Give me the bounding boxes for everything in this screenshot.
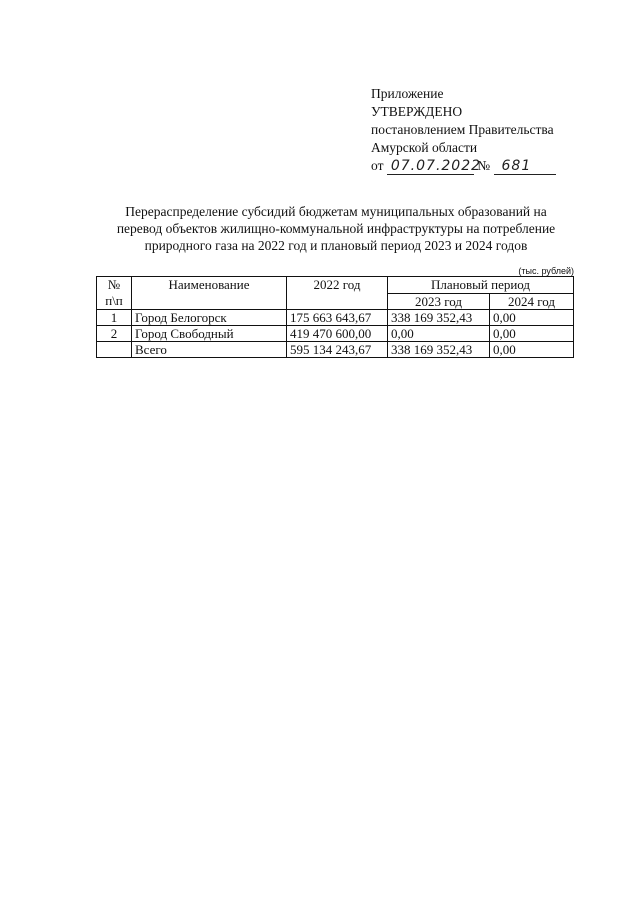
approval-number: 681 [501,158,532,174]
cell-name: Город Свободный [132,326,287,342]
table-total-row [97,342,574,358]
cell-2024: 0,00 [490,326,574,342]
approval-date: 07.07.2022 [390,158,482,174]
title-line-1: Перераспределение субсидий бюджетам муниципальных образований на [125,204,547,219]
region-label: Амурской области [371,140,478,155]
header-2023: 2023 год [388,293,490,310]
cell-2022: 175 663 643,67 [287,310,388,326]
cell-2023: 338 169 352,43 [388,310,490,326]
cell-2024: 0,00 [490,310,574,326]
approval-date-field [387,158,482,175]
title-line-3: природного газа на 2022 год и плановый период 2023 и 2024 годов [144,238,528,253]
table-header-row-1 [97,277,574,294]
resolution-label: постановлением Правительства [371,122,554,137]
subsidy-table [96,276,574,358]
header-num: № п\п [97,277,132,310]
cell-2022: 595 134 243,67 [287,342,388,358]
cell-num: 1 [97,310,132,326]
header-name: Наименование [132,277,287,310]
approval-number-field [494,158,556,175]
table-row [97,310,574,326]
header-2022: 2022 год [287,277,388,310]
cell-2023: 338 169 352,43 [388,342,490,358]
cell-name: Всего [132,342,287,358]
title-line-2: перевод объектов жилищно-коммунальной инфраструктуры на потребление [116,221,556,236]
cell-2022: 419 470 600,00 [287,326,388,342]
cell-num [97,342,132,358]
cell-2024: 0,00 [490,342,574,358]
units-label: (тыс. рублей) [518,266,574,276]
cell-2023: 0,00 [388,326,490,342]
from-label: от [371,158,384,173]
approval-block [371,85,556,175]
header-plan-period: Плановый период [388,277,574,294]
number-label: № [477,158,491,173]
date-number-line [371,157,556,175]
cell-name: Город Белогорск [132,310,287,326]
approved-label: УТВЕРЖДЕНО [371,104,463,119]
cell-num: 2 [97,326,132,342]
table-row [97,326,574,342]
document-title [96,203,576,254]
appendix-label: Приложение [371,86,444,101]
header-2024: 2024 год [490,293,574,310]
